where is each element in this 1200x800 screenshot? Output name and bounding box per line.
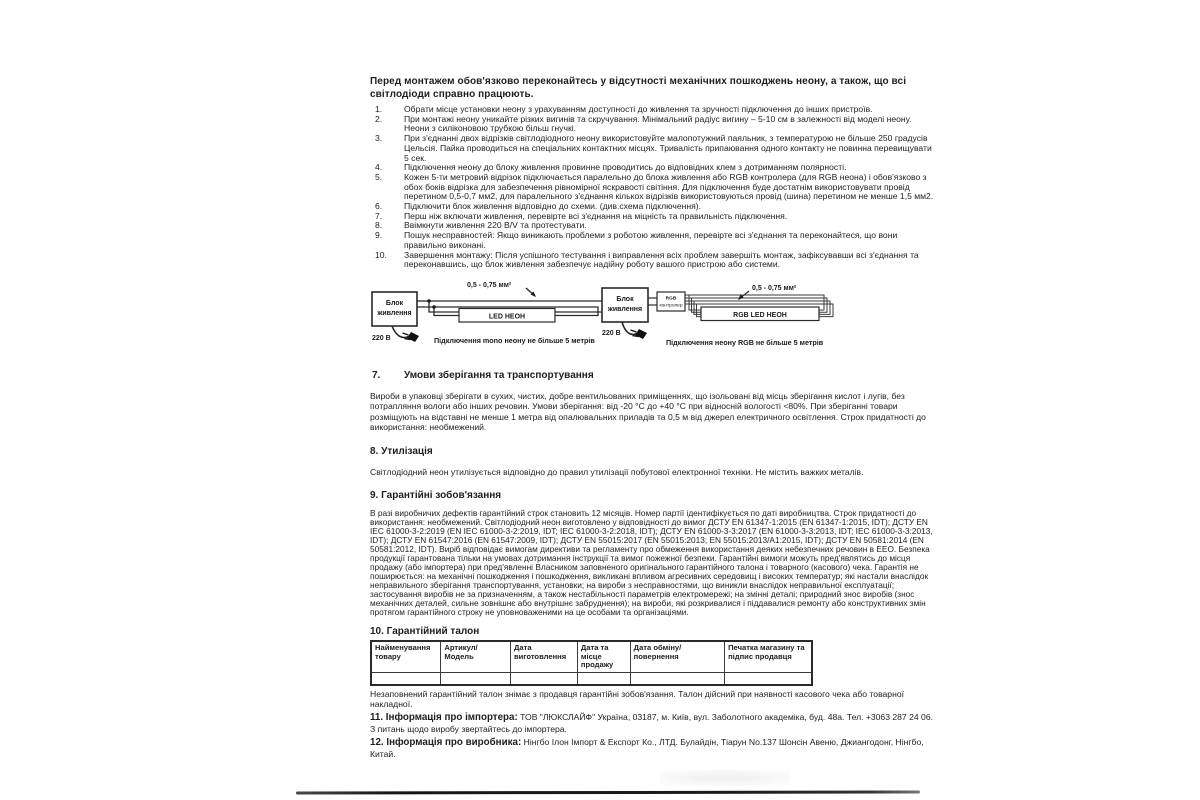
psu-label: Блок	[385, 299, 404, 307]
step-text: Підключення неону до блоку живлення провинне проводитись до відповідних клем з дотриманням полярності.	[404, 162, 847, 173]
importer-text: ТОВ "ЛЮКСЛАЙФ" Україна, 03187, м. Київ, вул. Заболотного академіка, буд. 48а. Тел. +3063 287 24 06. З питань щодо виробу звертайтесь до імпортера.	[370, 712, 933, 734]
section-warranty-card-heading: 10. Гарантійний талон	[370, 625, 480, 637]
table-header-cell: Дата обміну/повернення	[630, 641, 724, 672]
tube-label: LED НЕОН	[488, 313, 526, 321]
section-disposal-heading: 8. Утилізація	[370, 445, 433, 457]
importer-heading: 11. Інформація про імпортера:	[370, 712, 518, 724]
step-text: При монтажі неону уникайте різких вигинів та скручування. Мінімальний радіус вигину – 5-10 см в залежності від моделі неону. Неони з силіконовою трубкою більш гнучкі.	[404, 113, 912, 134]
list-item	[370, 173, 936, 202]
step-text: Завершення монтажу: Після успішного тестування і виправлення всіх проблем завершіть монтаж, зафіксувавши всі з'єднання та переконавшись, що блок живлення забезпечує надійну роботу вашого пристрою або системи.	[404, 249, 919, 270]
scan-edge-line	[296, 790, 920, 794]
diagram-caption: Підключення mono неону не більше 5 метрів	[434, 335, 595, 345]
section-title: Умови зберігання та транспортування	[404, 369, 594, 381]
step-number: 4.	[375, 162, 383, 173]
power-cord	[392, 326, 410, 338]
table-header-row	[371, 641, 812, 672]
installation-steps-list	[370, 105, 936, 270]
section-warranty-body: В разі виробничих дефектів гарантійний строк становить 12 місяців. Номер партії ідентифікується по даті виробництва. Строк придатності до використання: необмежений. Світлодіодний неон виготовлено у відповідності до вимог ДСТУ EN 61347-1:2015 (EN 61347-1:2015, IDT); ДСТУ EN IEC 61000-3-2:2019 (EN IEC 61000-3-2:2019, IDT; IEC 61000-3-2:2018, IDT); ДСТУ EN 61000-3-3:2017 (EN 61000-3-3:2013, IDT; IEC 61000-3-3:2013, IDT); ДСТУ EN 61547:2016 (EN 61547:2009, IDT); ДСТУ EN 55015:2017 (EN 55015:2013; EN 55015:2013/A1:2015, IDT); ДСТУ EN 50581:2014 (EN 50581:2012, IDT). Виріб відповідає вимогам директиви та регламенту про обмеження використання деяких небезпечних речовин в ЕЕО. Безпека продукції гарантована тільки на умовах дотримання інструкції та вимог пожежної безпеки. Гарантійні вимоги можуть пред'являтись до місця продажу (або імпортера) при пред'явленні Власником заповненого оригінального гарантійного талона і товарного (касового) чека. Гарантія не поширюється: на механічні пошкодження і пошкодження, викликані впливом агресивних середовищ і високих температур; які настали внаслідок неправильного зберігання транспортування, установки; на вироби з несправностями, що виникли внаслідок неправильної експлуатації; застосування виробів не за призначенням, а також нестабільності параметрів електромережі; на змінні деталі; природний знос виробів (знос механічних деталей, сильне зовнішнє або внутрішнє забруднення); на вироби, які розкривалися і піддавалися ремонту або конструктивних змін протягом гарантійного строку не уповноваженими на це особами та організаціями.	[370, 507, 933, 617]
power-cord	[622, 322, 638, 334]
wire-gauge-label: 0,5 - 0,75 мм²	[467, 281, 512, 289]
table-header-cell: Дата та місце продажу	[577, 641, 630, 672]
section-disposal-body: Світлодіодний неон утилізується відповідно до правил утилізації побутової електронної техніки. Не містить важких металів.	[370, 466, 864, 477]
table-empty-cell	[577, 672, 630, 685]
section-warranty-heading: 9. Гарантійні зобов'язання	[370, 489, 502, 501]
psu-label: живлення	[377, 309, 412, 317]
warranty-card-note: Незаповнений гарантійний талон знімає з продавця гарантійні зобов'язання. Талон дійсний при наявності касового чека або товарної накладної.	[370, 688, 905, 709]
step-text: Пошук несправностей: Якщо виникають проблеми з роботою живлення, перевірте всі з'єднання та переконайтеся, що вони правильно виконані.	[404, 230, 898, 250]
psu-label: Блок	[616, 295, 634, 303]
step-text: Підключити блок живлення відповідно до схеми. (див.схема підключення).	[404, 201, 702, 212]
step-text: Перш ніж включати живлення, перевірте всі з'єднання на міцність та правильність підключення.	[404, 210, 788, 221]
intro-heading: Перед монтажем обов'язково переконайтесь у відсутності механічних пошкоджень неону, а також, що всі світлодіоди справно працюють.	[370, 76, 907, 100]
step-text: При з'єднанні двох відрізків світлодіодного неону використовуйте малопотужний паяльник, з температурою не більше 250 градусів Цельсія. Пайка проводиться на спеціальних контактних місцях. Тривалість припаювання одного контакту не повинна перевищувати 5 сек.	[404, 133, 932, 163]
step-number: 8.	[375, 220, 383, 231]
wire-gauge-label: 0,5 - 0,75 мм²	[752, 284, 797, 292]
section-storage-heading	[370, 370, 936, 381]
step-number: 6.	[375, 201, 383, 212]
voltage-label: 220 В	[372, 334, 391, 342]
step-number: 2.	[375, 113, 383, 124]
table-empty-cell	[371, 672, 441, 685]
step-number: 3.	[375, 133, 383, 144]
step-number: 9.	[375, 230, 383, 241]
section-importer	[370, 712, 936, 734]
section-storage-body: Вироби в упаковці зберігати в сухих, чистих, добре вентильованих приміщеннях, що ізольовані від місць зберігання кислот і лугів, без потрапляння вологи або інших речовин. Умови зберігання: від -20 °С до +40 °С при відносній вологості <80%. При зберіганні товари розміщують на відставні не менше 1 метра від опалювальних приладів та 0,5 м від джерел електричного освітлення. Строк придатності до використання: необмежений.	[370, 390, 926, 433]
section-manufacturer	[370, 737, 936, 759]
table-header-cell: Найменування товару	[371, 641, 441, 672]
step-number: 5.	[375, 171, 383, 182]
manufacturer-text: Нінгбо Ілон Імпорт & Експорт Ко., ЛТД. Булайдін, Тіарун No.137 Шонсін Авеню, Джиангодонг, Нінгбо, Китай.	[370, 737, 924, 759]
diagram-caption: Підключення неону RGB не більше 5 метрів	[666, 337, 824, 347]
table-empty-cell	[725, 672, 812, 685]
rgb-wiring-diagram	[600, 278, 842, 356]
wiring-diagrams	[370, 278, 936, 356]
table-header-cell: Артикул/Модель	[441, 641, 511, 672]
manufacturer-heading: 12. Інформація про виробника:	[370, 737, 522, 749]
warranty-card-table	[370, 640, 813, 686]
step-number: 7.	[375, 210, 383, 221]
psu-label: живлення	[607, 305, 643, 313]
tube-label: RGB LED НЕОН	[733, 311, 787, 319]
table-empty-cell	[510, 672, 577, 685]
scan-artifact	[660, 770, 790, 786]
step-text: Ввімкнути живлення 220 В/V та протестувати.	[404, 220, 587, 231]
step-number: 10.	[375, 249, 387, 260]
step-text: Кожен 5-ти метровий відрізок підключається паралельно до блока живлення або RGB контролера (для RGB неона) і обов'язково з обох боків відрізка для забезпечення рівномірної яскравості світіння. Для підключення буде достатнім використовувати провід перетином 0,5-0,7 мм2, для паралельного з'єднання кількох відрізків використовуються провід (шина) перетином не менше 1,5 мм2.	[404, 171, 934, 202]
list-item	[370, 115, 936, 134]
table-empty-cell	[441, 672, 511, 685]
table-header-cell: Печатка магазину та підпис продавця	[725, 641, 812, 672]
controller-label: RGB	[665, 296, 677, 302]
voltage-label: 220 В	[602, 329, 621, 337]
document-page	[370, 75, 936, 760]
list-item	[370, 251, 936, 270]
table-header-cell: Дата виготовлення	[510, 641, 577, 672]
psu-box	[602, 288, 648, 322]
section-number: 7.	[372, 369, 381, 381]
list-item	[370, 231, 936, 250]
step-text: Обрати місце установки неону з урахуванням доступності до живлення та зручності підключення до інших пристроїв.	[404, 104, 873, 114]
psu-box	[372, 292, 417, 326]
table-empty-cell	[630, 672, 724, 685]
controller-label: контролер	[659, 303, 683, 309]
step-number: 1.	[375, 104, 383, 114]
table-row	[371, 672, 812, 685]
list-item	[370, 134, 936, 163]
